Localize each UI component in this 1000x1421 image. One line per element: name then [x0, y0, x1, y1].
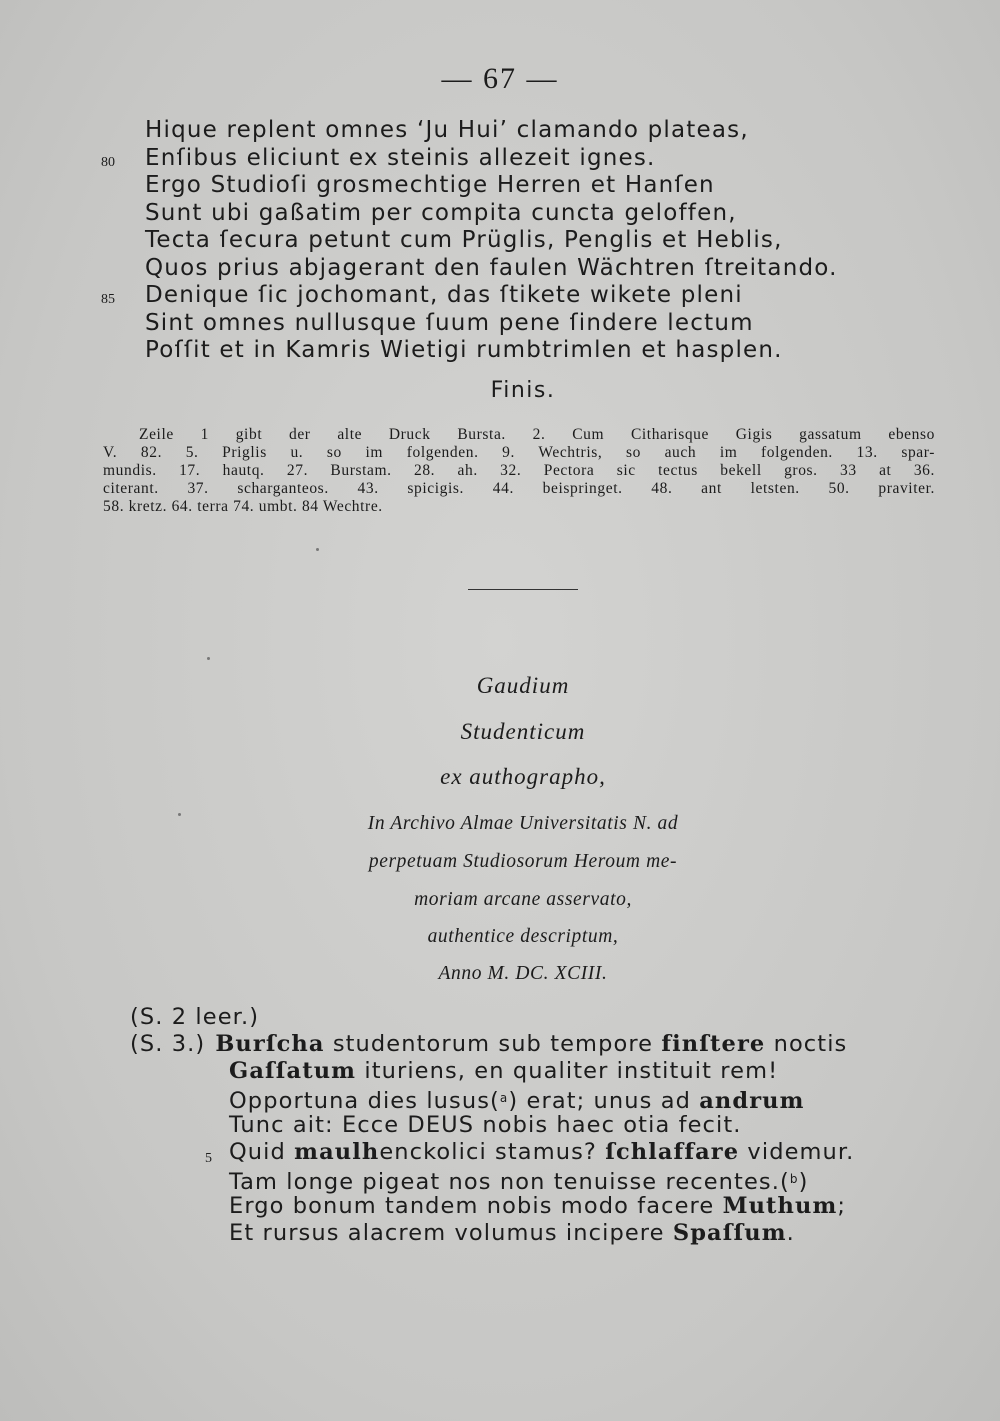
verse-text: Ergo Studioſi grosmechtige Herren et Hanſen [145, 172, 715, 198]
poem-line-1 [130, 1031, 930, 1058]
footnote-mark: b [789, 1172, 799, 1186]
verse-text: Quos prius abjagerant den faulen Wächtren ſtreitando. [145, 254, 838, 281]
fraktur-word: finſtere [661, 1031, 766, 1057]
page-number: — 67 — [441, 62, 559, 95]
page-mark-s2 [130, 1004, 930, 1031]
note-line: mundis. 17. hautq. 27. Burstam. 28. ah. 32. Pectora sic tectus bekell gros. 33 at 36. [103, 462, 935, 479]
poem-block [130, 1004, 930, 1247]
page-mark-s3: (S. 3.) [130, 1031, 206, 1057]
poem-text: . [786, 1220, 795, 1246]
poem-line-4 [130, 1112, 930, 1139]
note-line: citerant. 37. scharganteos. 43. spicigis. 44. beispringet. 48. ant letsten. 50. praviter. [103, 480, 935, 497]
poem-line-3 [130, 1085, 930, 1112]
finis-heading: Finis. [490, 378, 556, 403]
paper-speck [178, 813, 181, 816]
paper-speck [316, 548, 319, 551]
poem-text: ; [837, 1193, 847, 1219]
fraktur-word: maulh [294, 1139, 380, 1165]
verse-text: Poſſit et in Kamris Wietigi rumbtrimlen et hasplen. [145, 337, 783, 363]
poem-text: Tunc ait: Ecce DEUS nobis haec otia fecit. [229, 1112, 742, 1138]
poem-text: noctis [765, 1031, 848, 1057]
poem-line-5 [130, 1139, 930, 1166]
footnote-mark: a [499, 1091, 509, 1105]
note-line: V. 82. 5. Priglis u. so im folgenden. 9. Wechtris, so auch im folgenden. 13. spar- [103, 444, 935, 461]
verse-line [145, 172, 925, 200]
paper-speck [207, 657, 210, 660]
poem-text: studentorum sub tempore [324, 1031, 662, 1057]
note-line: 58. kretz. 64. terra 74. umbt. 84 Wechtre. [103, 498, 383, 515]
fraktur-word: Spaſſum [672, 1220, 787, 1246]
note-line: Zeile 1 gibt der alte Druck Bursta. 2. Cum Citharisque Gigis gassatum ebenso [139, 426, 935, 443]
fraktur-word: andrum [699, 1088, 805, 1114]
title-line-1: Gaudium [476, 673, 570, 698]
verse-text: Sint omnes nullusque ſuum pene ſindere lectum [145, 309, 754, 336]
verse-line [145, 117, 925, 145]
poem-line-7 [130, 1193, 930, 1220]
verse-text: Tecta ſecura petunt cum Prüglis, Penglis et Heblis, [145, 227, 783, 253]
verse-line [145, 255, 925, 283]
verse-line [101, 282, 925, 310]
verse-text: Hique replent omnes ‘Ju Hui’ clamando plateas, [145, 117, 749, 143]
verse-block [101, 117, 925, 365]
title-line-2: Studenticum [460, 719, 586, 744]
verse-line [101, 144, 925, 173]
verse-text: Enſibus eliciunt ex steinis allezeit ignes. [145, 144, 656, 171]
poem-text: enckolici stamus? [379, 1139, 606, 1165]
verse-line [145, 227, 925, 255]
poem-text: ) erat; unus ad [508, 1088, 700, 1114]
line-number: 80 [101, 154, 115, 170]
verse-line [145, 310, 925, 338]
poem-line-2 [130, 1058, 930, 1085]
poem-text: Quid [229, 1139, 295, 1165]
subtitle-line-5: Anno M. DC. XCIII. [438, 963, 608, 984]
title-line-3: ex authographo, [440, 764, 606, 789]
poem-text: Tam longe pigeat nos non tenuisse recentes.( [229, 1169, 790, 1195]
poem-text: videmur. [739, 1139, 855, 1165]
fraktur-word: ſchlaffare [605, 1139, 740, 1165]
fraktur-word: Gaſſatum [229, 1058, 357, 1084]
textual-notes [103, 426, 935, 516]
poem-text: ) [798, 1169, 809, 1195]
subtitle-line-2: perpetuam Studiosorum Heroum me- [368, 851, 678, 872]
verse-line [145, 337, 925, 365]
fraktur-word: Muthum [722, 1193, 838, 1219]
verse-text: Sunt ubi gaßatim per compita cuncta geloffen, [145, 199, 737, 226]
poem-text: Ergo bonum tandem nobis modo facere [229, 1193, 723, 1219]
poem-line-6 [130, 1166, 930, 1193]
subtitle-line-3: moriam arcane asservato, [414, 889, 632, 910]
subtitle-line-4: authentice descriptum, [427, 926, 619, 947]
line-number: 5 [205, 1151, 212, 1166]
poem-text: ituriens, en qualiter instituit rem! [356, 1058, 779, 1084]
verse-line [145, 200, 925, 228]
poem-text: Opportuna dies lusus( [229, 1088, 500, 1114]
subtitle-line-1: In Archivo Almae Universitatis N. ad [367, 813, 679, 834]
page-mark-text: (S. 2 leer.) [130, 1004, 260, 1030]
poem-text: Et rursus alacrem volumus incipere [229, 1220, 673, 1246]
fraktur-word: Burſcha [215, 1031, 325, 1057]
poem-line-8 [130, 1220, 930, 1247]
section-divider [468, 589, 578, 590]
line-number: 85 [101, 292, 115, 307]
verse-text: Denique ſic jochomant, das ſtikete wikete pleni [145, 282, 743, 308]
